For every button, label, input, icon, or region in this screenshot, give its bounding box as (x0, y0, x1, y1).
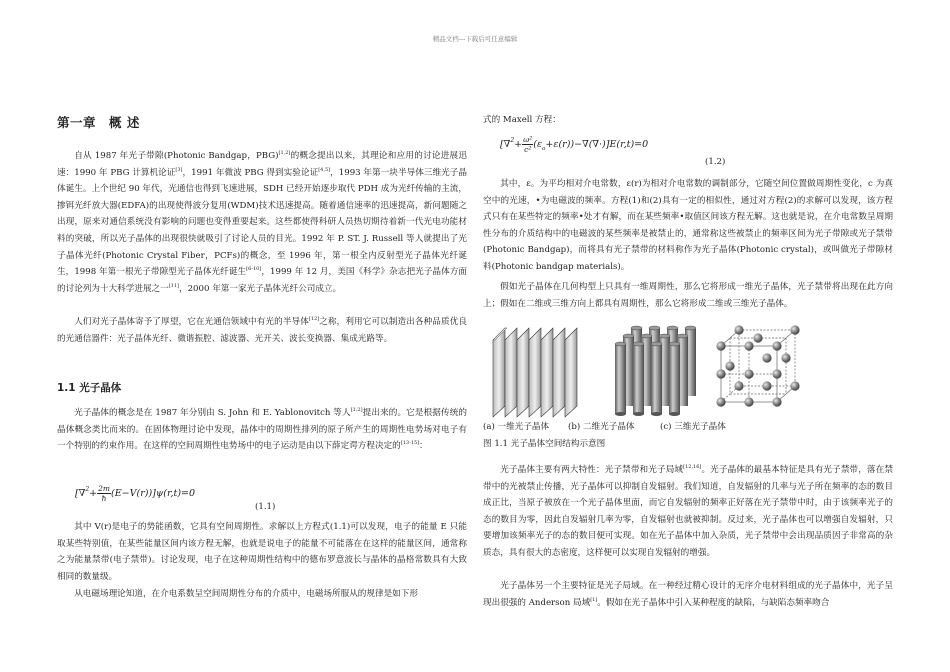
figure-caption: 图 1.1 光子晶体空间结构示意图 (483, 439, 606, 449)
atom (725, 361, 734, 370)
slab-2 (505, 328, 517, 417)
atom (753, 333, 762, 342)
lattice-atoms (716, 325, 799, 406)
equation-1: [∇$^2$+ $\frac{2m}{ħ}$ (E−V(r))]ψ(r,t)=0 (75, 484, 196, 503)
atom (772, 397, 781, 406)
atom (744, 369, 753, 378)
left-para-4: 其中 V(r)是电子的势能函数，它具有空间周期性。求解以上方程式(1.1)可以发现，电子的能量 E 只能取某些特别值，在某些能量区间内该方程无解，也就是说电子的能量不可能落在在这样的能量区间，通常称之为能量禁带(电子禁带)。讨论发现，电子在这种周期性结构中的德布罗意波长与晶体的晶格常数具有大致相同的数量级。 (57, 522, 467, 582)
figure-label-b: (b) 二维光子晶体 (568, 422, 635, 432)
left-para-5: 从电磁场理论知道，在介电系数呈空间周期性分布的介质中，电磁场所服从的规律是如下形 (74, 589, 418, 599)
atom (744, 397, 753, 406)
right-para-1: 其中，ε。为平均相对介电常数，ε(r)为相对介电常数的调制部分，它随空间位置做周期性变化，c 为真空中的光速，•为电磁波的频率。方程(1)和(2)具有一定的相似性，通过对方程(2)的求解可以发现，该方程式只有在某些特定的频率•处才有解，而在某些频率•取值区间该方程无解。这也就是说，在介电常数呈周期性分布的介质结构中的电磁波的某些频率是被禁止的，通常称这些被禁止的频率区间为光子带隙或光子禁带(Photonic Bandgap)，而将具有光子禁带的材料称作为光子晶体(Photonic crystal)，或叫做光子带隙材料(Photonic bandgap materials)。 (483, 179, 893, 272)
rod-front-3 (651, 342, 662, 416)
atom (744, 341, 753, 350)
one-d-crystal-diagram (493, 328, 577, 417)
right-para-3: 光子晶体主要有两大特性：光子禁带和光子局域[12,16]。光子晶体的最基本特征是具有光子禁带，落在禁带中的光被禁止传播，光子晶体可以抑制自发辐射。我们知道，自发辐射的几率与光子所在频率的态的数目成正比，当原子被放在一个光子晶体里面，而它自发辐射的频率正好落在光子禁带中时，由于该频率光子的态的数目为零，因此自发辐射几率为零，自发辐射也就被抑制。反过来，光子晶体也可以增强自发辐射，只要增加该频率光子的态的数目便可实现。如在光子晶体中加入杂质，光子禁带中会出现品质因子非常高的杂质态，具有很大的态密度，这样便可以实现自发辐射的增强。 (483, 464, 893, 558)
atom (734, 325, 743, 334)
slab-7 (565, 328, 577, 417)
atom (716, 341, 725, 350)
rod-front-4 (669, 342, 680, 416)
atom (716, 397, 725, 406)
atom (772, 369, 781, 378)
atom (716, 369, 725, 378)
slab-4 (529, 328, 541, 417)
atom (734, 381, 743, 390)
figure-label-c: (c) 三维光子晶体 (660, 422, 726, 432)
header-watermark: 精品文档---下载后可任意编辑 (432, 35, 518, 43)
atom (781, 353, 790, 362)
equation-2: [∇$^2$+ $\frac{\text{ω²}}{\text{c²}}$ $(\varepsilon_o+\varepsilon(r))-\nabla(\nabla\cdot)]E(r,t)=0$ (500, 135, 649, 154)
rod-front-1 (615, 342, 626, 416)
slab-6 (553, 328, 565, 417)
equation-1-number: (1.1) (255, 502, 276, 512)
rod-front-2 (633, 342, 644, 416)
left-para-3: 光子晶体的概念是在 1987 年分别由 S. John 和 E. Yablonovitch 等人[1,2]提出来的。它是根据传统的晶体概念类比而来的。在固体物理讨论中发现，晶体中的周期性排列的原子所产生的周期性电势场对电子有一个特别的约束作用。在这样的空间周期性电势场中的电子运动是由以下薛定谔方程决定的[13-15]： (57, 407, 467, 452)
section-title: 1.1 光子晶体 (57, 382, 122, 394)
right-para-2: 假如光子晶体在几何构型上只具有一维周期性，那么它将形成一维光子晶体，光子禁带将出现在此方向上；假如在二维或三维方向上都具有周期性，那么它将形成二维或三维光子晶体。 (483, 282, 893, 309)
slab-5 (541, 328, 553, 417)
atom (790, 325, 799, 334)
atom (762, 381, 771, 390)
left-para-2: 人们对光子晶体寄予了厚望，它在光通信领域中有光的半导体[12]之称，利用它可以制造出各种品质优良的光通信器件：光子晶体光纤、微谐振腔、滤波器、光开关、波长变换器、集成光路等。 (57, 316, 467, 344)
atom (790, 381, 799, 390)
right-lead: 式的 Maxell 方程： (483, 115, 561, 125)
slab-3 (517, 328, 529, 417)
chapter-title: 第一章 概 述 (57, 115, 140, 130)
right-para-4: 光子晶体另一个主要特征是光子局域。在一种经过精心设计的无序介电材料组成的光子晶体中，光子呈现出很强的 Anderson 局域[1]。假如在光子晶体中引入某种程度的缺陷，与缺陷态频率吻合 (483, 581, 893, 608)
atom (762, 353, 771, 362)
equation-2-number: (1.2) (705, 157, 726, 167)
left-para-1: 自从 1987 年光子带隙(Photonic Bandgap，PBG)[1,2]的概念提出以来，其理论和应用的讨论进展迅速：1990 年 PBG 计算机论证[3]，1991 年微波 PBG 得到实验论证[4,5]，1993 年第一块半导体三维光子晶体诞生。上个世纪 90 年代，光通信也得到飞速进展，SDH 已经开始逐步取代 PDH 成为光纤传输的主流，掺铒光纤放大器(EDFA)的出现使得波分复用(WDM)技术迅速提高。随着通信速率的迅速提高，新问题随之出现，原来对通信系统没有影响的问题也变得重要起来。这些都使得科研人员热切期待着新一代光电功能材料的突破，所以光子晶体的出现很快就吸引了讨论人员的目光。1992 年 P. ST. J. Russell 等人就提出了光子晶体光纤(Photonic Crystal Fiber，PCFs)的概念，至 1996 年，第一根全内反射型光子晶体光纤诞生，1998 年第一根光子带隙型光子晶体光纤诞生[6-10]，1999 年 12 月，美国《科学》杂志把光子晶体方面的讨论列为十大科学进展之一[11]，2000 年第一家光子晶体光纤公司成立。 (57, 150, 467, 294)
atom (772, 341, 781, 350)
figure-photonic-crystals (483, 318, 893, 418)
figure-label-a: (a) 一维光子晶体 (483, 422, 550, 432)
two-d-crystal-diagram (615, 326, 696, 416)
